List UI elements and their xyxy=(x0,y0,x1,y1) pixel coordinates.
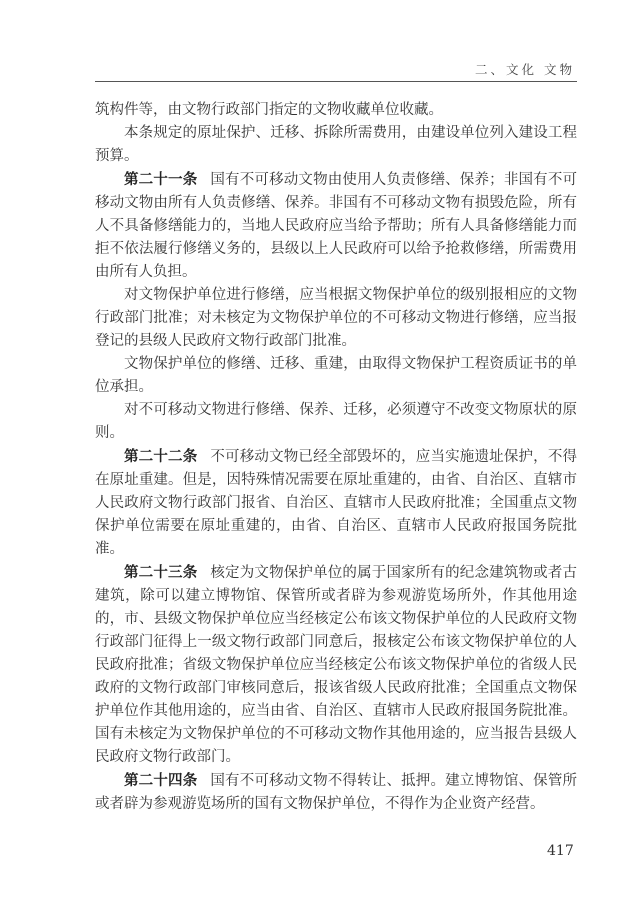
paragraph-text: 本条规定的原址保护、迁移、拆除所需费用，由建设单位列入建设工程预算。 xyxy=(95,125,577,164)
paragraph xyxy=(95,284,577,353)
article-22 xyxy=(95,445,577,561)
paragraph xyxy=(95,122,577,168)
header-title: 二、文化 文物 xyxy=(475,62,575,77)
article-number: 第二十四条 xyxy=(124,772,198,789)
paragraph-text: 不可移动文物已经全部毁坏的，应当实施遗址保护，不得在原址重建。但是，因特殊情况需要在原址重建的，由省、自治区、直辖市人民政府文物行政部门报省、自治区、直辖市人民政府批准；全国重点文物保护单位需要在原址重建的，由省、自治区、直辖市人民政府报国务院批准。 xyxy=(95,449,578,557)
paragraph-text: 国有不可移动文物不得转让、抵押。建立博物馆、保管所或者辟为参观游览场所的国有文物保护单位，不得作为企业资产经营。 xyxy=(95,773,578,812)
paragraph xyxy=(95,399,577,445)
paragraph-text: 国有不可移动文物由使用人负责修缮、保养；非国有不可移动文物由所有人负责修缮、保养。非国有不可移动文物有损毁危险，所有人不具备修缮能力的，当地人民政府应当给予帮助；所有人具备修缮能力而拒不依法履行修缮义务的，县级以上人民政府可以给予抢救修缮，所需费用由所有人负担。 xyxy=(95,172,578,280)
paragraph-text: 对文物保护单位进行修缮，应当根据文物保护单位的级别报相应的文物行政部门批准；对未核定为文物保护单位的不可移动文物进行修缮，应当报登记的县级人民政府文物行政部门批准。 xyxy=(95,287,577,349)
running-header xyxy=(95,57,577,82)
paragraph xyxy=(95,99,577,122)
article-24 xyxy=(95,769,577,816)
paragraph xyxy=(95,353,577,399)
paragraph-text: 筑构件等，由文物行政部门指定的文物收藏单位收藏。 xyxy=(95,102,443,118)
paragraph-text: 对不可移动文物进行修缮、保养、迁移，必须遵守不改变文物原状的原则。 xyxy=(95,402,577,441)
article-21 xyxy=(95,168,577,284)
article-number: 第二十三条 xyxy=(124,564,198,581)
article-number: 第二十二条 xyxy=(124,448,198,465)
article-number: 第二十一条 xyxy=(124,171,198,188)
article-23 xyxy=(95,561,577,769)
paragraph-text: 文物保护单位的修缮、迁移、重建，由取得文物保护工程资质证书的单位承担。 xyxy=(95,356,577,395)
document-body xyxy=(95,99,577,816)
paragraph-text: 核定为文物保护单位的属于国家所有的纪念建筑物或者古建筑，除可以建立博物馆、保管所或者辟为参观游览场所外，作其他用途的，市、县级文物保护单位应当经核定公布该文物保护单位的人民政府文物行政部门征得上一级文物行政部门同意后，报核定公布该文物保护单位的人民政府批准；省级文物保护单位应当经核定公布该文物保护单位的省级人民政府的文物行政部门审核同意后，报该省级人民政府批准；全国重点文物保护单位作其他用途的，应当由省、自治区、直辖市人民政府报国务院批准。国有未核定为文物保护单位的不可移动文物作其他用途的，应当报告县级人民政府文物行政部门。 xyxy=(95,565,578,765)
page-number: 417 xyxy=(547,843,574,859)
